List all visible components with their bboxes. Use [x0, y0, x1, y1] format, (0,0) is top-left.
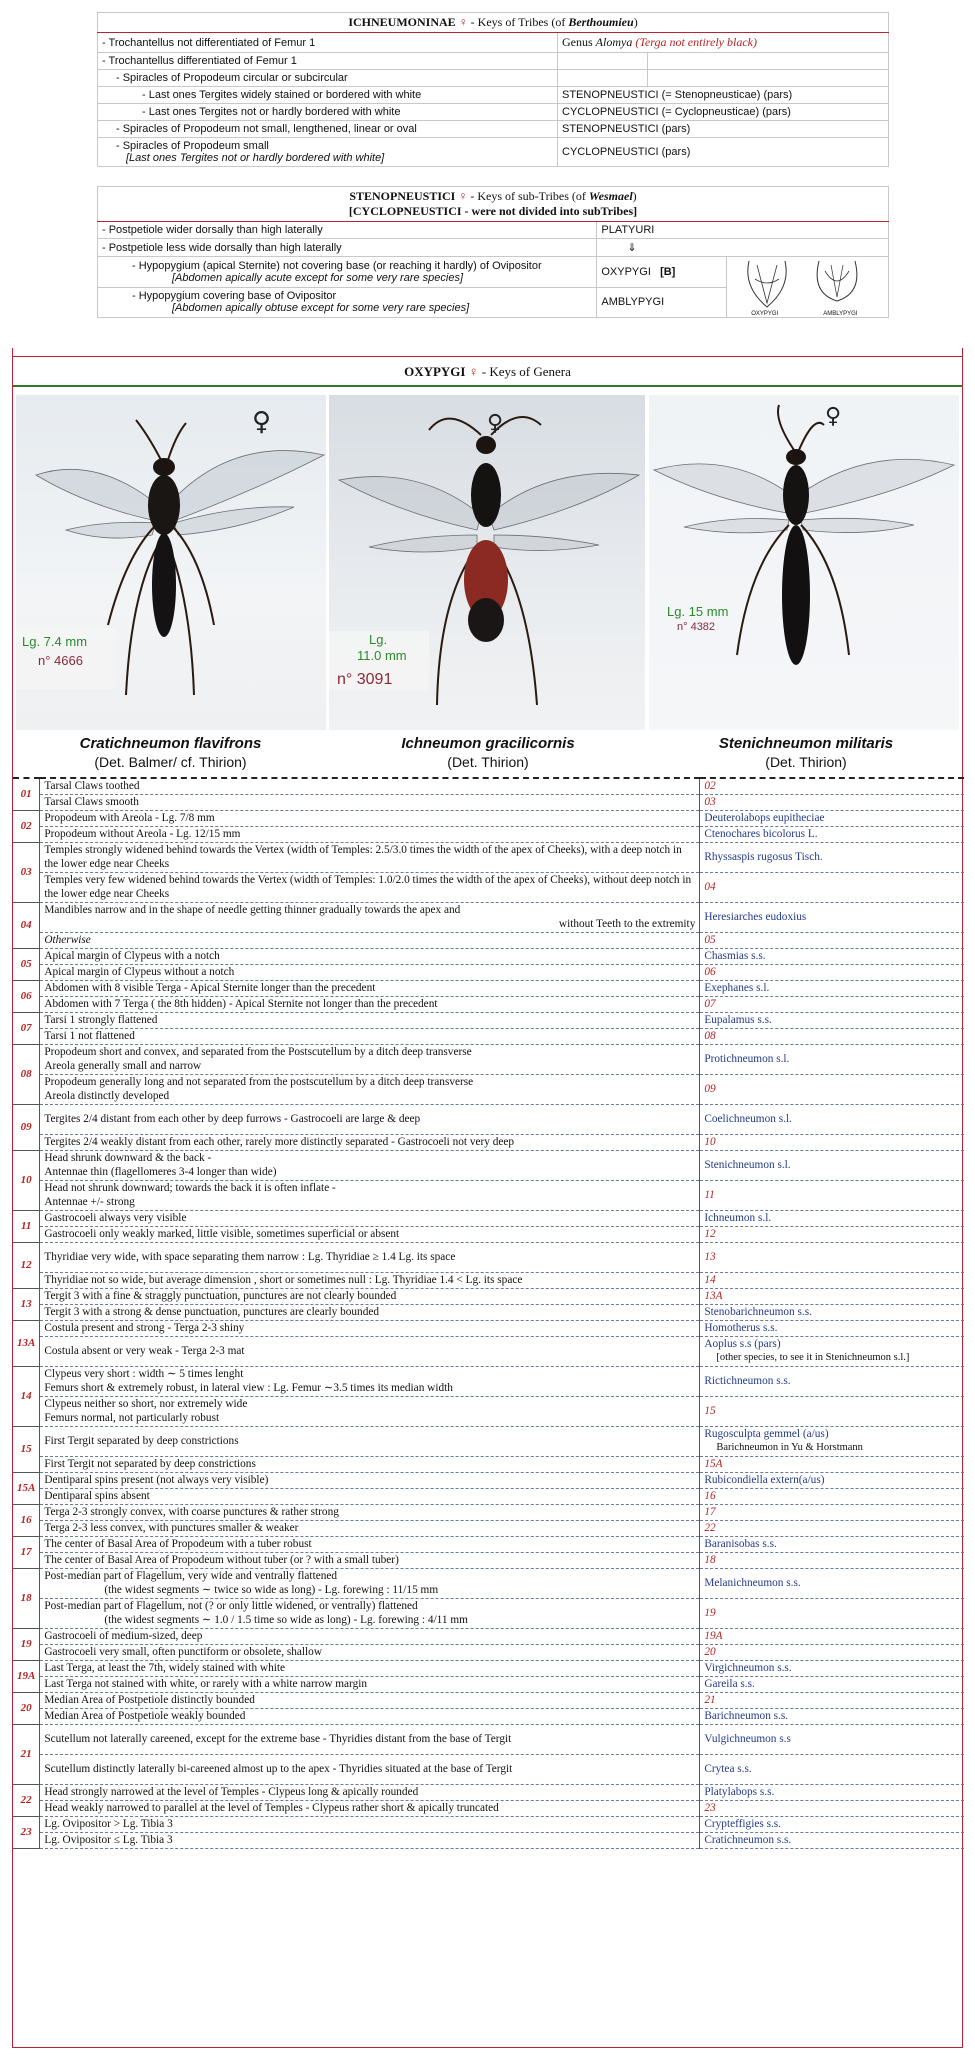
key-description: Temples very few widened behind towards the Vertex (width of Temples: 1.0/2.0 times the width of the apex of Cheeks), without deep notch in the lower edge near Cheeks: [40, 872, 700, 902]
key-description: Median Area of Postpetiole weakly bounded: [40, 1708, 700, 1724]
key-description: Apical margin of Clypeus with a notch: [40, 948, 700, 964]
key-row: [13, 1504, 964, 1520]
key-row: [13, 1816, 964, 1832]
goto-couplet: 10: [700, 1134, 964, 1150]
key-description: Propodeum short and convex, and separated from the Postscutellum by a ditch deep transverse Areola generally small and narrow: [40, 1044, 700, 1074]
couplet-number: 19: [13, 1628, 40, 1660]
key-description: Clypeus neither so short, nor extremely wide Femurs normal, not particularly robust: [40, 1396, 700, 1426]
key-row: [13, 1676, 964, 1692]
genus-name: Rubicondiella extern(a/us): [700, 1472, 964, 1488]
genus-name: Ichneumon s.l.: [700, 1210, 964, 1226]
key-description: Thyridiae very wide, with space separating them narrow : Lg. Thyridiae ≥ 1.4 Lg. its space: [40, 1242, 700, 1272]
goto-couplet: 19A: [700, 1628, 964, 1644]
goto-couplet: 21: [700, 1692, 964, 1708]
goto-couplet: 13: [700, 1242, 964, 1272]
goto-couplet: 03: [700, 794, 964, 810]
couplet-number: 06: [13, 980, 40, 1012]
subtribes-title: STENOPNEUSTICI ♀ - Keys of sub-Tribes (of Wesmael) [CYCLOPNEUSTICI - were not divided into subTribes]: [98, 187, 889, 222]
key-row: [13, 1150, 964, 1180]
caption: Cratichneumon flavifrons (Det. Balmer/ cf. Thirion): [79, 735, 262, 770]
genera-key-panel: [12, 356, 963, 2048]
goto-couplet: 07: [700, 996, 964, 1012]
couplet-number: 16: [13, 1504, 40, 1536]
key-description: Head strongly narrowed at the level of Temples - Clypeus long & apically rounded: [40, 1784, 700, 1800]
key-row: [13, 996, 964, 1012]
genus-name: Coelichneumon s.l.: [700, 1104, 964, 1134]
goto-couplet: 17: [700, 1504, 964, 1520]
subtribes-row: - Postpetiole wider dorsally than high laterally PLATYURI: [98, 222, 889, 239]
couplet-number: 12: [13, 1242, 40, 1288]
key-description: Costula absent or very weak - Terga 2-3 mat: [40, 1336, 700, 1366]
key-description: First Tergit separated by deep constrictions: [40, 1426, 700, 1456]
key-row: [13, 778, 964, 794]
key-description: Tergites 2/4 distant from each other by deep furrows - Gastrocoeli are large & deep: [40, 1104, 700, 1134]
key-row: [13, 1074, 964, 1104]
photo-captions: [13, 735, 964, 775]
genera-title: OXYPYGI ♀ - Keys of Genera: [13, 357, 962, 387]
genus-name: Crypteffigies s.s.: [700, 1816, 964, 1832]
goto-couplet: 05: [700, 932, 964, 948]
key-row: [13, 1724, 964, 1754]
couplet-number: 23: [13, 1816, 40, 1848]
couplet-number: 19A: [13, 1660, 40, 1692]
subtribes-row: - Hypopygium (apical Sternite) not covering base (or reaching it hardly) of Ovipositor [Abdomen apically acute except for some very rare species] OXYPYGI [B] OXYPYGI AMBLYPYGI: [98, 257, 889, 288]
key-description: Clypeus very short : width ∼ 5 times lenght Femurs short & extremely robust, in lateral view : Lg. Femur ∼3.5 times its median width: [40, 1366, 700, 1396]
tribes-row: - Trochantellus differentiated of Femur 1: [98, 53, 889, 70]
key-description: Post-median part of Flagellum, very wide and ventrally flattened (the widest segments ∼ twice so wide as long) - Lg. forewing : 11/15 mm: [40, 1568, 700, 1598]
key-row: [13, 1568, 964, 1598]
key-description: Thyridiae not so wide, but average dimension , short or sometimes null : Lg. Thyridiae 1.4 < Lg. its space: [40, 1272, 700, 1288]
key-row: [13, 1336, 964, 1366]
goto-couplet: 22: [700, 1520, 964, 1536]
key-description: Terga 2-3 strongly convex, with coarse punctures & rather strong: [40, 1504, 700, 1520]
key-description: Head weakly narrowed to parallel at the level of Temples - Clypeus rather short & apically truncated: [40, 1800, 700, 1816]
goto-couplet: 02: [700, 778, 964, 794]
genus-name: Gareila s.s.: [700, 1676, 964, 1692]
genus-name: Melanichneumon s.s.: [700, 1568, 964, 1598]
key-description: Scutellum distinctly laterally bi-careened almost up to the apex - Thyridies situated at the base of Tergit: [40, 1754, 700, 1784]
svg-text:♀: ♀: [487, 411, 504, 436]
goto-couplet: 20: [700, 1644, 964, 1660]
genus-name: Vulgichneumon s.s: [700, 1724, 964, 1754]
key-row: [13, 980, 964, 996]
couplet-number: 09: [13, 1104, 40, 1150]
key-description: Head not shrunk downward; towards the back it is often inflate - Antennae +/- strong: [40, 1180, 700, 1210]
key-row: [13, 1692, 964, 1708]
key-row: [13, 1104, 964, 1134]
key-description: Dentiparal spins present (not always very visible): [40, 1472, 700, 1488]
genus-name: Rhyssaspis rugosus Tisch.: [700, 842, 964, 872]
key-description: Tarsal Claws smooth: [40, 794, 700, 810]
key-row: [13, 810, 964, 826]
goto-couplet: 06: [700, 964, 964, 980]
key-description: Terga 2-3 less convex, with punctures smaller & weaker: [40, 1520, 700, 1536]
couplet-number: 03: [13, 842, 40, 902]
hypopygium-figure: OXYPYGI AMBLYPYGI: [727, 257, 889, 318]
couplet-number: 22: [13, 1784, 40, 1816]
key-description: Tergites 2/4 weakly distant from each other, rarely more distinctly separated - Gastrocoeli not very deep: [40, 1134, 700, 1150]
tribes-row: - Trochantellus not differentiated of Femur 1 Genus Alomya (Terga not entirely black): [98, 33, 889, 53]
couplet-number: 11: [13, 1210, 40, 1242]
tribes-row: - Spiracles of Propodeum not small, lengthened, linear or oval STENOPNEUSTICI (pars): [98, 121, 889, 138]
key-description: Gastrocoeli always very visible: [40, 1210, 700, 1226]
key-row: [13, 872, 964, 902]
key-row: [13, 842, 964, 872]
key-row: [13, 1536, 964, 1552]
key-row: [13, 902, 964, 932]
specimen-photos: [16, 395, 959, 730]
tribes-title: ICHNEUMONINAE ♀ - Keys of Tribes (of Berthoumieu): [98, 13, 889, 33]
genus-name: Eupalamus s.s.: [700, 1012, 964, 1028]
genus-name: Protichneumon s.l.: [700, 1044, 964, 1074]
couplet-number: 04: [13, 902, 40, 948]
genus-name: Aoplus s.s (pars) [other species, to see it in Stenichneumon s.l.]: [700, 1336, 964, 1366]
genus-name: Stenobarichneumon s.s.: [700, 1304, 964, 1320]
genus-name: Homotherus s.s.: [700, 1320, 964, 1336]
key-row: [13, 1028, 964, 1044]
genera-key-table: [13, 777, 964, 1849]
hypopygium-sketch: [727, 257, 887, 317]
key-row: [13, 1426, 964, 1456]
key-row: [13, 1288, 964, 1304]
key-row: [13, 1628, 964, 1644]
goto-couplet: 23: [700, 1800, 964, 1816]
key-description: First Tergit not separated by deep constrictions: [40, 1456, 700, 1472]
key-description: Lg. Ovipositor > Lg. Tibia 3: [40, 1816, 700, 1832]
couplet-number: 18: [13, 1568, 40, 1628]
key-row: [13, 1272, 964, 1288]
goto-couplet: 09: [700, 1074, 964, 1104]
key-description: Gastrocoeli only weakly marked, little visible, sometimes superficial or absent: [40, 1226, 700, 1242]
subtribes-key-table: [97, 186, 889, 318]
couplet-number: 15: [13, 1426, 40, 1472]
key-description: Head shrunk downward & the back - Antennae thin (flagellomeres 3-4 longer than wide): [40, 1150, 700, 1180]
couplet-number: 08: [13, 1044, 40, 1104]
key-row: [13, 1456, 964, 1472]
key-row: [13, 1800, 964, 1816]
key-row: [13, 1754, 964, 1784]
goto-couplet: 15A: [700, 1456, 964, 1472]
key-row: [13, 1320, 964, 1336]
genus-name: Baranisobas s.s.: [700, 1536, 964, 1552]
key-row: [13, 1520, 964, 1536]
key-row: [13, 1242, 964, 1272]
couplet-number: 05: [13, 948, 40, 980]
key-row: [13, 826, 964, 842]
svg-text:♀: ♀: [252, 407, 272, 437]
key-row: [13, 948, 964, 964]
genus-name: Exephanes s.l.: [700, 980, 964, 996]
key-description: Tergit 3 with a fine & straggly punctuation, punctures are not clearly bounded: [40, 1288, 700, 1304]
couplet-number: 01: [13, 778, 40, 810]
genus-name: Ctenochares bicolorus L.: [700, 826, 964, 842]
key-description: Abdomen with 8 visible Terga - Apical Sternite longer than the precedent: [40, 980, 700, 996]
key-row: [13, 1644, 964, 1660]
couplet-number: 10: [13, 1150, 40, 1210]
key-description: Costula present and strong - Terga 2-3 shiny: [40, 1320, 700, 1336]
key-row: [13, 1488, 964, 1504]
goto-couplet: 04: [700, 872, 964, 902]
goto-couplet: 14: [700, 1272, 964, 1288]
goto-couplet: 19: [700, 1598, 964, 1628]
key-description: Last Terga, at least the 7th, widely stained with white: [40, 1660, 700, 1676]
key-row: [13, 1304, 964, 1320]
genus-name: Virgichneumon s.s.: [700, 1660, 964, 1676]
key-description: Gastrocoeli of medium-sized, deep: [40, 1628, 700, 1644]
key-description: The center of Basal Area of Propodeum without tuber (or ? with a small tuber): [40, 1552, 700, 1568]
subtribes-row: - Postpetiole less wide dorsally than high laterally ⇓: [98, 239, 889, 257]
key-description: Tergit 3 with a strong & dense punctuation, punctures are clearly bounded: [40, 1304, 700, 1320]
couplet-number: 14: [13, 1366, 40, 1426]
genus-name: Stenichneumon s.l.: [700, 1150, 964, 1180]
genus-name: Cratichneumon s.s.: [700, 1832, 964, 1848]
key-description: Lg. Ovipositor ≤ Lg. Tibia 3: [40, 1832, 700, 1848]
goto-couplet: 13A: [700, 1288, 964, 1304]
key-row: [13, 794, 964, 810]
goto-couplet: 18: [700, 1552, 964, 1568]
key-description: Last Terga not stained with white, or rarely with a white narrow margin: [40, 1676, 700, 1692]
key-row: [13, 1708, 964, 1724]
key-row: [13, 1180, 964, 1210]
genus-name: Platylabops s.s.: [700, 1784, 964, 1800]
key-row: [13, 1552, 964, 1568]
key-row: [13, 1784, 964, 1800]
specimen-photo-stenichneumon: ♀ Lg. 15 mm n° 4382: [649, 395, 959, 730]
specimen-photo-ichneumon: ♀ Lg. 11.0 mm n° 3091: [329, 395, 645, 730]
genus-name: Crytea s.s.: [700, 1754, 964, 1784]
key-description: Propodeum with Areola - Lg. 7/8 mm: [40, 810, 700, 826]
tribes-key-table: [97, 12, 889, 167]
caption: Ichneumon gracilicornis (Det. Thirion): [401, 735, 575, 770]
key-description: Tarsi 1 not flattened: [40, 1028, 700, 1044]
key-description: Otherwise: [40, 932, 700, 948]
wasp-image: [649, 395, 959, 730]
key-description: Dentiparal spins absent: [40, 1488, 700, 1504]
caption: Stenichneumon militaris (Det. Thirion): [718, 735, 894, 770]
couplet-number: 21: [13, 1724, 40, 1784]
key-row: [13, 1012, 964, 1028]
couplet-number: 15A: [13, 1472, 40, 1504]
key-row: [13, 964, 964, 980]
couplet-number: 02: [13, 810, 40, 842]
couplet-number: 17: [13, 1536, 40, 1568]
goto-couplet: 08: [700, 1028, 964, 1044]
key-row: [13, 1598, 964, 1628]
tribes-row: - Last ones Tergites not or hardly bordered with white CYCLOPNEUSTICI (= Cyclopneusticae) (pars): [98, 104, 889, 121]
genus-name: Deuterolabops eupitheciae: [700, 810, 964, 826]
key-row: [13, 1396, 964, 1426]
key-row: [13, 1832, 964, 1848]
key-row: [13, 1044, 964, 1074]
goto-couplet: 15: [700, 1396, 964, 1426]
couplet-number: 07: [13, 1012, 40, 1044]
couplet-number: 20: [13, 1692, 40, 1724]
couplet-number: 13: [13, 1288, 40, 1320]
key-description: Scutellum not laterally careened, except for the extreme base - Thyridies distant from the base of Tergit: [40, 1724, 700, 1754]
key-description: Temples strongly widened behind towards the Vertex (width of Temples: 2.5/3.0 times the width of the apex of Cheeks), with a deep notch in the lower edge near Cheeks: [40, 842, 700, 872]
key-description: The center of Basal Area of Propodeum with a tuber robust: [40, 1536, 700, 1552]
goto-couplet: 12: [700, 1226, 964, 1242]
genus-name: Barichneumon s.s.: [700, 1708, 964, 1724]
key-row: [13, 1226, 964, 1242]
tribes-row: - Spiracles of Propodeum small [Last ones Tergites not or hardly bordered with white] CYCLOPNEUSTICI (pars): [98, 138, 889, 167]
key-row: [13, 1210, 964, 1226]
key-description: Gastrocoeli very small, often punctiform or obsolete, shallow: [40, 1644, 700, 1660]
key-row: [13, 932, 964, 948]
key-description: Tarsi 1 strongly flattened: [40, 1012, 700, 1028]
key-description: Propodeum without Areola - Lg. 12/15 mm: [40, 826, 700, 842]
key-row: [13, 1366, 964, 1396]
key-description: Median Area of Postpetiole distinctly bounded: [40, 1692, 700, 1708]
couplet-number: 13A: [13, 1320, 40, 1366]
key-description: Mandibles narrow and in the shape of needle getting thinner gradually towards the apex and without Teeth to the extremity: [40, 902, 700, 932]
key-row: [13, 1660, 964, 1676]
key-description: Abdomen with 7 Terga ( the 8th hidden) - Apical Sternite not longer than the precedent: [40, 996, 700, 1012]
key-description: Propodeum generally long and not separated from the postscutellum by a ditch deep transverse Areola distinctly developed: [40, 1074, 700, 1104]
genus-name: Chasmias s.s.: [700, 948, 964, 964]
goto-couplet: 11: [700, 1180, 964, 1210]
genus-name: Rugosculpta gemmel (a/us) Barichneumon in Yu & Horstmann: [700, 1426, 964, 1456]
tribes-row: - Last ones Tergites widely stained or bordered with white STENOPNEUSTICI (= Stenopneusticae) (pars): [98, 87, 889, 104]
key-description: Apical margin of Clypeus without a notch: [40, 964, 700, 980]
genus-name: Heresiarches eudoxius: [700, 902, 964, 932]
svg-text:♀: ♀: [825, 404, 842, 429]
key-description: Post-median part of Flagellum, not (? or only little widened, or ventrally) flattened (the widest segments ∼ 1.0 / 1.5 time so wide as long) - Lg. forewing : 4/11 mm: [40, 1598, 700, 1628]
genus-name: Rictichneumon s.s.: [700, 1366, 964, 1396]
key-row: [13, 1134, 964, 1150]
tribes-row: - Spiracles of Propodeum circular or subcircular: [98, 70, 889, 87]
specimen-photo-cratichneumon: ♀ Lg. 7.4 mm n° 4666: [16, 395, 326, 730]
key-description: Tarsal Claws toothed: [40, 778, 700, 794]
goto-couplet: 16: [700, 1488, 964, 1504]
key-row: [13, 1472, 964, 1488]
subtribes-row: - Hypopygium covering base of Ovipositor [Abdomen apically obtuse except for some very rare species] AMBLYPYGI: [98, 287, 889, 318]
